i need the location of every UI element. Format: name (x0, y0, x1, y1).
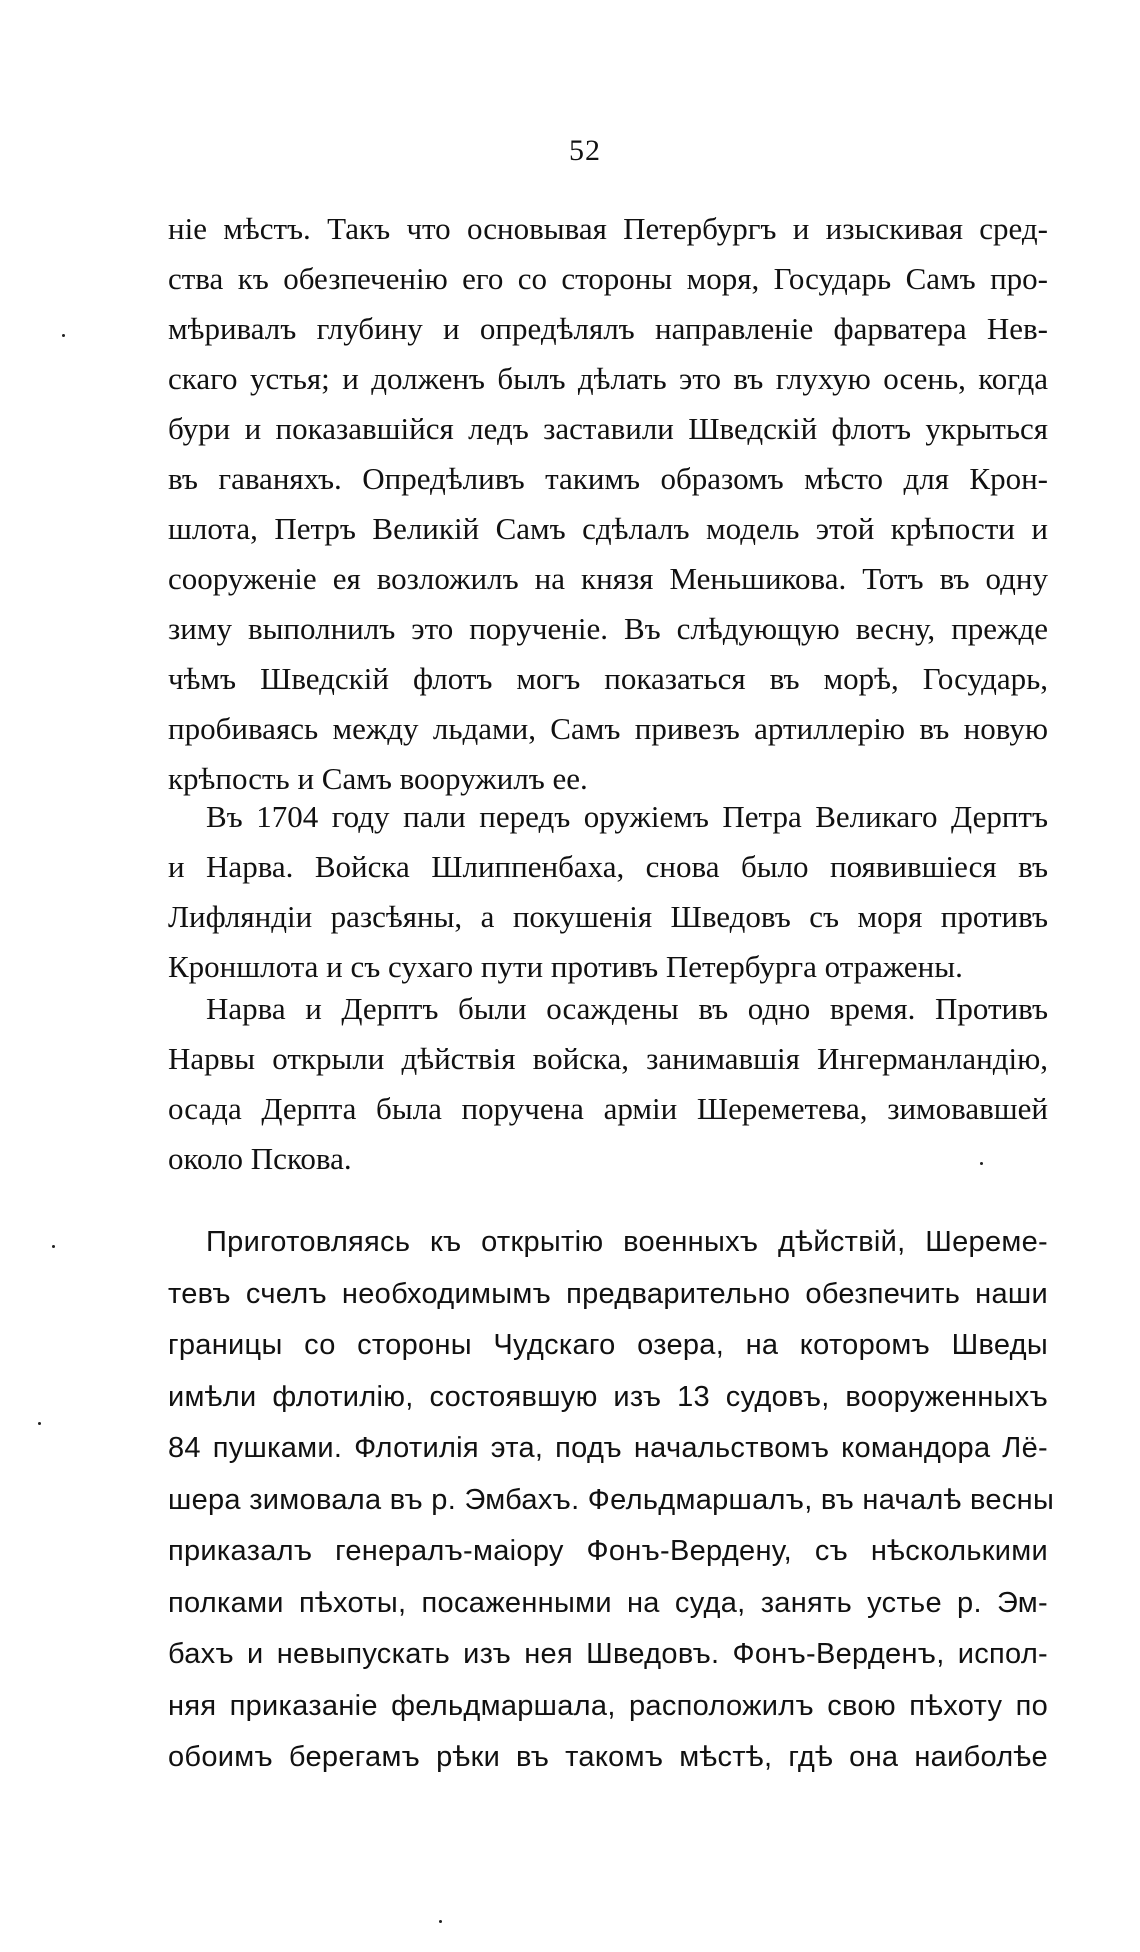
text-line: около Пскова. (168, 1141, 352, 1176)
text-line: Кроншлота и съ сухаго пути противъ Петербурга отражены. (168, 949, 963, 984)
text-line: полками пѣхоты, посаженными на суда, занять устье р. Эм- (168, 1586, 1048, 1619)
scan-speck (980, 1162, 983, 1165)
paragraph-4 (168, 1217, 1055, 1784)
page-number: 52 (569, 134, 601, 167)
text-line: Въ 1704 году пали передъ оружіемъ Петра Великаго Дерптъ (206, 799, 1048, 834)
text-line: обоимъ берегамъ рѣки въ такомъ мѣстѣ, гдѣ она наиболѣе (168, 1741, 1048, 1773)
text-line: чѣмъ Шведскій флотъ могъ показаться въ морѣ, Государь, (168, 661, 1048, 696)
text-line: Лифляндіи разсѣяны, а покушенія Шведовъ съ моря противъ (168, 899, 1048, 934)
text-line: скаго устья; и долженъ былъ дѣлать это въ глухую осень, когда (168, 361, 1048, 396)
text-line: крѣпость и Самъ вооружилъ ее. (168, 761, 588, 796)
scan-speck (439, 1920, 442, 1923)
text-line: мѣривалъ глубину и опредѣлялъ направленіе фарватера Нев- (168, 311, 1048, 346)
text-line: сооруженіе ея возложилъ на князя Меньшикова. Тотъ въ одну (168, 561, 1048, 596)
text-line: 84 пушками. Флотилія эта, подъ начальствомъ командора Лё- (168, 1432, 1048, 1464)
paragraph-3 (168, 984, 1048, 1184)
text-line: Нарва и Дерптъ были осаждены въ одно время. Противъ (206, 991, 1048, 1026)
text-line: зиму выполнилъ это порученіе. Въ слѣдующую весну, прежде (168, 611, 1048, 646)
text-line: ства къ обезпеченію его со стороны моря, Государь Самъ про- (168, 261, 1048, 296)
text-line: въ гаваняхъ. Опредѣливъ такимъ образомъ мѣсто для Крон- (168, 461, 1048, 496)
text-line: няя приказаніе фельдмаршала, расположилъ свою пѣхоту по (168, 1689, 1048, 1722)
scan-speck (38, 1422, 41, 1425)
text-line: шера зимовала въ р. Эмбахъ. Фельдмаршалъ, въ началѣ весны (168, 1483, 1055, 1516)
text-line: Приготовляясь къ открытію военныхъ дѣйствій, Шереме- (206, 1226, 1048, 1258)
text-line: ніе мѣстъ. Такъ что основывая Петербургъ и изыскивая сред- (168, 211, 1048, 246)
text-line: имѣли флотилію, состоявшую изъ 13 судовъ, вооруженныхъ (168, 1380, 1048, 1413)
text-line: приказалъ генералъ-маіору Фонъ-Вердену, съ нѣсколькими (168, 1535, 1048, 1567)
text-line: бахъ и невыпускать изъ нея Шведовъ. Фонъ-Верденъ, испол- (168, 1638, 1048, 1670)
paragraph-2 (168, 792, 1048, 992)
text-line: осада Дерпта была поручена арміи Шереметева, зимовавшей (168, 1091, 1048, 1126)
scan-speck (62, 334, 65, 337)
text-line: шлота, Петръ Великій Самъ сдѣлалъ модель этой крѣпости и (168, 511, 1048, 546)
text-line: бури и показавшійся ледъ заставили Шведскій флотъ укрыться (168, 411, 1048, 446)
text-line: пробиваясь между льдами, Самъ привезъ артиллерію въ новую (168, 711, 1048, 746)
text-line: и Нарва. Войска Шлиппенбаха, снова было появившіеся въ (168, 849, 1048, 884)
scan-speck (52, 1245, 55, 1248)
paragraph-1 (168, 204, 1048, 804)
text-line: границы со стороны Чудскаго озера, на которомъ Шведы (168, 1329, 1048, 1361)
text-line: Нарвы открыли дѣйствія войска, занимавшія Ингерманландію, (168, 1041, 1048, 1076)
text-line: тевъ счелъ необходимымъ предварительно обезпечить наши (168, 1277, 1048, 1310)
